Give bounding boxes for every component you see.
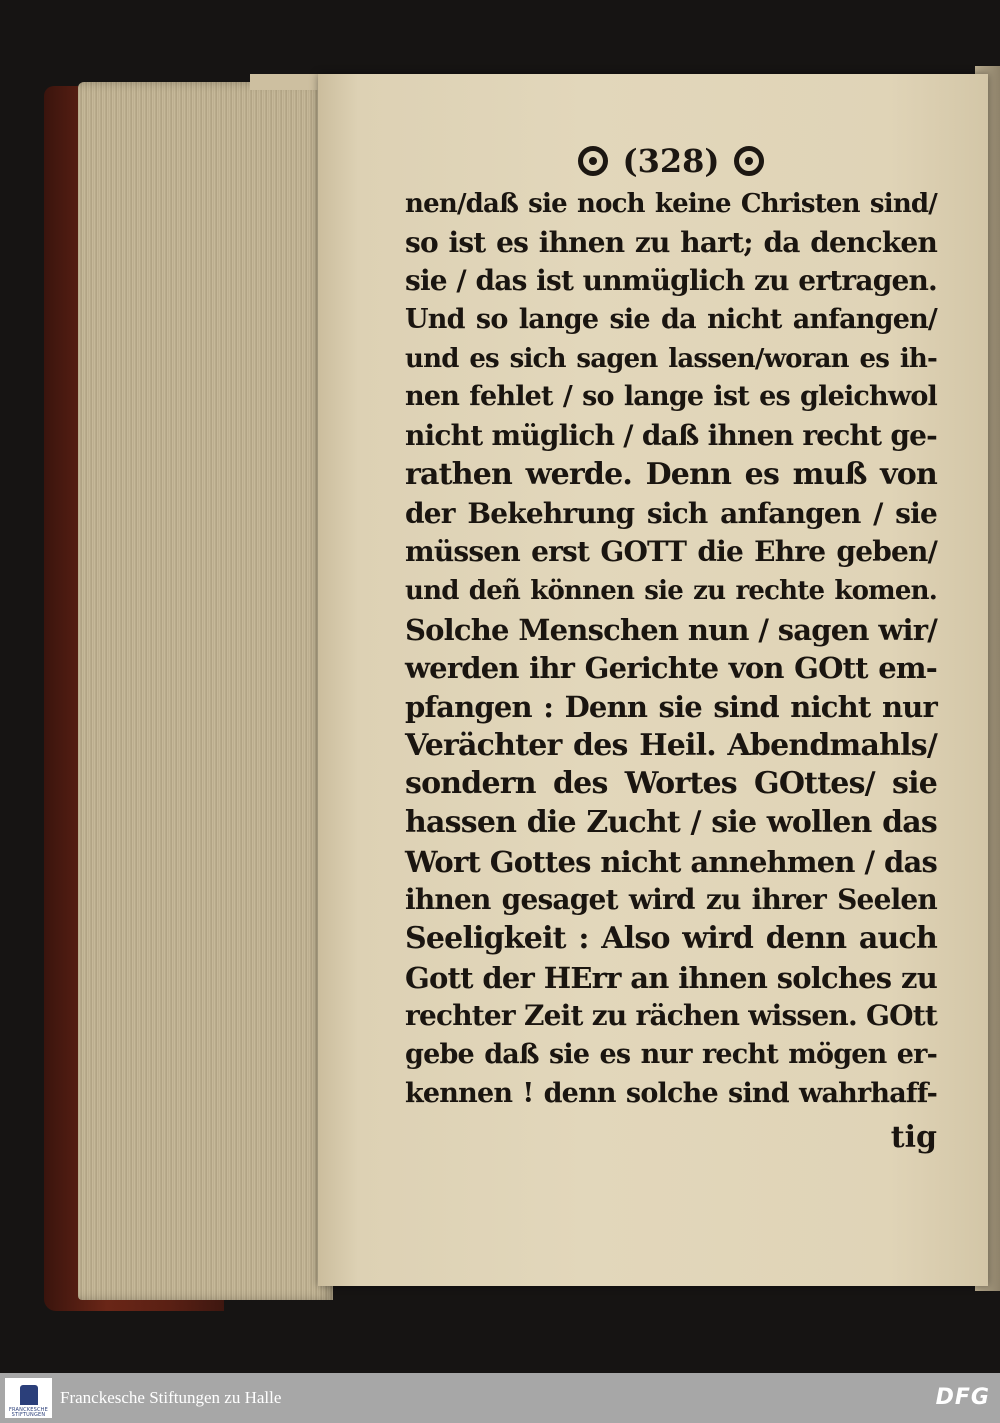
text-line: und es sich sagen lassen/woran es ih- (405, 343, 937, 374)
logo-text-line1: FRANCKESCHE (8, 1407, 49, 1413)
text-line: rathen werde. Denn es muß von (405, 456, 937, 492)
text-line: ihnen gesaget wird zu ihrer Seelen (405, 883, 937, 917)
text-line: Gott der HErr an ihnen solches zu (405, 960, 937, 995)
text-line: werden ihr Gerichte von GOtt em- (405, 651, 937, 686)
text-line: kennen ! denn solche sind wahrhaff- (405, 1077, 937, 1109)
footer-bar (0, 1373, 1000, 1423)
text-line: nicht müglich / daß ihnen recht ge- (405, 419, 937, 453)
text-line: gebe daß sie es nur recht mögen er- (405, 1039, 937, 1071)
institution-logo[interactable] (5, 1378, 52, 1418)
text-line: hassen die Zucht / sie wollen das (405, 805, 937, 840)
text-line: müssen erst GOTT die Ehre geben/ (405, 535, 937, 569)
text-line: Seeligkeit : Also wird denn auch (405, 921, 937, 957)
text-line: und deñ können sie zu rechte komen. (405, 575, 937, 606)
text-line: Und so lange sie da nicht anfangen/ (405, 304, 937, 336)
text-line: Solche Menschen nun / sagen wir/ (405, 612, 937, 647)
page-text-area (405, 135, 937, 1165)
logo-text-line2: STIFTUNGEN (11, 1412, 46, 1418)
text-line: rechter Zeit zu rächen wissen. GOtt (405, 999, 937, 1033)
text-line: nen fehlet / so lange ist es gleichwol (405, 381, 937, 413)
page-block-edge (78, 82, 333, 1300)
page-header (405, 135, 937, 187)
page-number: (328) (622, 142, 720, 180)
institution-name[interactable]: Franckesche Stiftungen zu Halle (60, 1388, 282, 1407)
text-line: so ist es ihnen zu hart; da dencken (405, 225, 937, 259)
text-line: nen/daß sie noch keine Christen sind/ (405, 189, 937, 219)
rosette-ornament-right-icon (734, 146, 764, 176)
text-lines (405, 185, 937, 1114)
text-line: pfangen : Denn sie sind nicht nur (405, 689, 937, 724)
text-line: der Bekehrung sich anfangen / sie (405, 496, 937, 530)
building-icon (20, 1385, 38, 1405)
text-line: sie / das ist unmüglich zu ertragen. (405, 264, 937, 298)
catchword: tig (890, 1120, 937, 1155)
text-line: sondern des Wortes GOttes/ sie (405, 766, 937, 802)
text-line: Verächter des Heil. Abendmahls/ (405, 727, 937, 763)
text-line: Wort Gottes nicht annehmen / das (405, 844, 937, 879)
rosette-ornament-left-icon (578, 146, 608, 176)
dfg-logo[interactable]: DFG (935, 1385, 990, 1410)
